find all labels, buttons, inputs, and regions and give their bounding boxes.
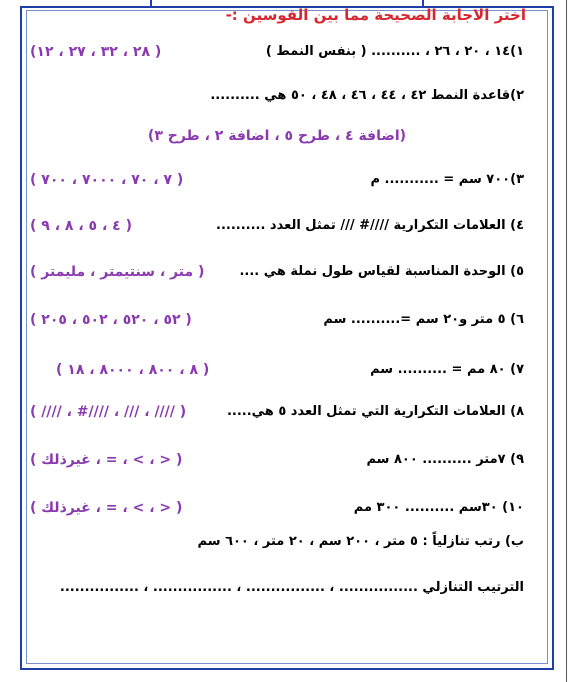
question-row-9 <box>30 452 524 474</box>
question-row-3 <box>30 172 524 194</box>
question-text-6: ٦) ٥ متر و٢٠ سم =.......... سم <box>323 312 524 327</box>
question-row-2 <box>30 88 524 110</box>
question-text-8: ٨) العلامات التكرارية التي تمثل العدد ٥ هي..... <box>226 404 524 419</box>
question-text-9: ٩) ٧متر .......... ٨٠٠ سم <box>366 452 524 467</box>
question-row-7 <box>30 362 524 384</box>
question-row-8 <box>30 404 524 426</box>
question-text-7: ٧) ٨٠ مم = .......... سم <box>370 362 524 377</box>
question-text-2: ٢)قاعدة النمط ٤٢ ، ٤٤ ، ٤٦ ، ٤٨ ، ٥٠ هي .......... <box>210 88 524 103</box>
question-options-8: ( //// ، /// ، ////# ، //// ) <box>30 404 187 420</box>
question-options-row-2 <box>30 128 524 150</box>
instructions-title: اختر الاجابة الصحيحة مما بين القوسين :- <box>225 6 526 24</box>
question-options-4: ( ٤ ، ٥ ، ٨ ، ٩ ) <box>30 218 132 234</box>
page-edge-rule <box>566 0 567 682</box>
question-options-3: ( ٧ ، ٧٠ ، ٧٠٠٠ ، ٧٠٠ ) <box>30 172 184 188</box>
question-options-5: ( متر ، سنتيمتر ، مليمتر ) <box>30 264 205 280</box>
question-options-6: ( ٥٢ ، ٥٢٠ ، ٥٠٢ ، ٢٠٥ ) <box>30 312 192 328</box>
part-b-row <box>30 534 524 556</box>
question-row-10 <box>30 500 524 522</box>
question-options-10: ( < ، > ، = ، غيرذلك ) <box>30 500 183 516</box>
question-row-1 <box>30 44 524 66</box>
question-text-10: ١٠) ٣٠سم .......... ٣٠٠ مم <box>353 500 524 515</box>
question-options-9: ( < ، > ، = ، غيرذلك ) <box>30 452 183 468</box>
part-b-answer-row <box>30 580 524 602</box>
part-b-prompt: ب) رتب تنازلياً : ٥ متر ، ٢٠٠ سم ، ٢٠ متر ، ٦٠٠ سم <box>197 534 524 549</box>
question-text-5: ٥) الوحدة المناسبة لقياس طول نملة هي .... <box>239 264 524 279</box>
question-options-1: ( ٢٨ ، ٣٢ ، ٢٧ ، ١٢) <box>30 44 162 60</box>
question-text-3: ٣)٧٠٠ سم = ........... م <box>370 172 524 187</box>
question-row-5 <box>30 264 524 286</box>
question-text-1: ١)١٤ ، ٢٠ ، ٢٦ ، .......... ( بنفس النمط ) <box>265 44 524 59</box>
question-options-2: (اضافة ٤ ، طرح ٥ ، اضافة ٢ ، طرح ٣) <box>147 128 407 144</box>
question-text-4: ٤) العلامات التكرارية ////# /// تمثل العدد .......... <box>216 218 524 233</box>
part-b-answer-line: الترتيب التنازلي ................ ، ................ ، ................ ، ................ <box>59 580 524 595</box>
question-row-6 <box>30 312 524 334</box>
question-row-4 <box>30 218 524 240</box>
question-options-7: ( ٨ ، ٨٠٠ ، ٨٠٠٠ ، ١٨ ) <box>56 362 210 378</box>
